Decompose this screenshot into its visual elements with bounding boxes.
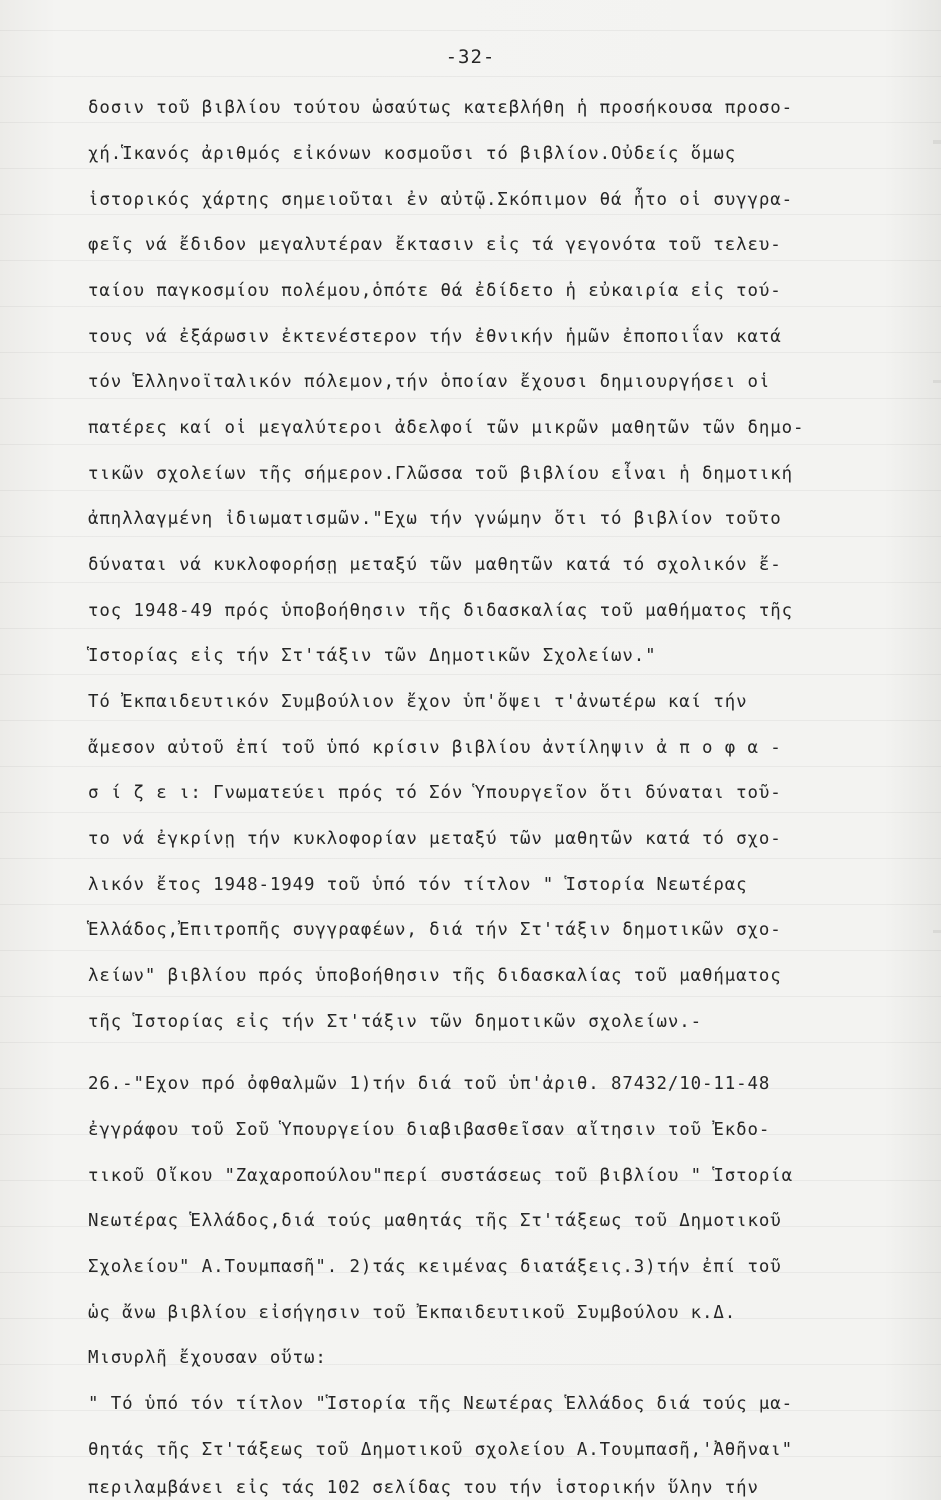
- text-line: ἐγγράφου τοῦ Σοῦ Ὑπουργείου διαβιβασθεῖσαν αἴτησιν τοῦ Ἐκδο-: [88, 1120, 771, 1140]
- margin-mark: [933, 380, 941, 383]
- text-line: Ἑλλάδος,Ἐπιτροπῆς συγγραφέων, διά τήν Στ'τάξιν δημοτικῶν σχο-: [88, 920, 782, 940]
- text-line: ταίου παγκοσμίου πολέμου,ὁπότε θά ἐδίδετο ἡ εὐκαιρία εἰς τού-: [88, 281, 782, 301]
- margin-mark: [933, 140, 941, 144]
- text-line: 26.-"Εχον πρό ὀφθαλμῶν 1)τήν διά τοῦ ὑπ'ἀριθ. 87432/10-11-48: [88, 1074, 771, 1094]
- text-line: ἱστορικός χάρτης σημειοῦται ἐν αὐτῷ.Σκόπιμον θά ἦτο οἱ συγγρα-: [88, 190, 793, 210]
- text-line: τος 1948-49 πρός ὑποβοήθησιν τῆς διδασκαλίας τοῦ μαθήματος τῆς: [88, 601, 793, 621]
- margin-mark: [933, 930, 941, 933]
- text-line: χή.Ἱκανός ἀριθμός εἰκόνων κοσμοῦσι τό βιβλίον.Οὐδείς ὅμως: [88, 144, 737, 164]
- text-line: Μισυρλῆ ἔχουσαν οὕτω:: [88, 1348, 327, 1368]
- text-line: ἄμεσον αὐτοῦ ἐπί τοῦ ὑπό κρίσιν βιβλίου ἀντίληψιν ἀ π ο φ α -: [88, 738, 782, 758]
- text-line: πατέρες καί οἱ μεγαλύτεροι ἀδελφοί τῶν μικρῶν μαθητῶν τῶν δημο-: [88, 418, 805, 438]
- text-line: θητάς τῆς Στ'τάξεως τοῦ Δημοτικοῦ σχολείου Α.Τουμπασῆ,'Ἀθῆναι": [88, 1440, 793, 1460]
- text-line: τῆς Ἱστορίας εἰς τήν Στ'τάξιν τῶν δημοτικῶν σχολείων.-: [88, 1012, 702, 1032]
- text-line: ὡς ἄνω βιβλίου εἰσήγησιν τοῦ Ἐκπαιδευτικοῦ Συμβούλου κ.Δ.: [88, 1303, 737, 1323]
- text-line: Νεωτέρας Ἑλλάδος,διά τούς μαθητάς τῆς Στ'τάξεως τοῦ Δημοτικοῦ: [88, 1211, 782, 1231]
- text-line: τικοῦ Οἴκου "Ζαχαροπούλου"περί συστάσεως τοῦ βιβλίου " Ἱστορία: [88, 1166, 793, 1186]
- text-line: τικῶν σχολείων τῆς σήμερον.Γλῶσσα τοῦ βιβλίου εἶναι ἡ δημοτική: [88, 464, 793, 484]
- text-line: τους νά ἐξάρωσιν ἐκτενέστερον τήν ἐθνικήν ἡμῶν ἐποποιΐαν κατά: [88, 327, 782, 347]
- text-line: λείων" βιβλίου πρός ὑποβοήθησιν τῆς διδασκαλίας τοῦ μαθήματος: [88, 966, 782, 986]
- text-line: φεῖς νά ἔδιδον μεγαλυτέραν ἔκτασιν εἰς τά γεγονότα τοῦ τελευ-: [88, 235, 782, 255]
- text-line: τόν Ἑλληνοϊταλικόν πόλεμον,τήν ὁποίαν ἔχουσι δημιουργήσει οἱ: [88, 372, 771, 392]
- text-line: ἀπηλλαγμένη ἰδιωματισμῶν."Εχω τήν γνώμην ὅτι τό βιβλίον τοῦτο: [88, 509, 782, 529]
- text-line: Ἱστορίας εἰς τήν Στ'τάξιν τῶν Δημοτικῶν Σχολείων.": [88, 646, 657, 666]
- page-number: -32-: [445, 46, 496, 68]
- text-line: Τό Ἐκπαιδευτικόν Συμβούλιον ἔχον ὑπ'ὄψει τ'ἀνωτέρω καί τήν: [88, 692, 748, 712]
- text-line: σ ί ζ ε ι: Γνωματεύει πρός τό Σόν Ὑπουργεῖον ὅτι δύναται τοῦ-: [88, 783, 782, 803]
- text-line: λικόν ἔτος 1948-1949 τοῦ ὑπό τόν τίτλον " Ἱστορία Νεωτέρας: [88, 875, 748, 895]
- text-line: το νά ἐγκρίνῃ τήν κυκλοφορίαν μεταξύ τῶν μαθητῶν κατά τό σχο-: [88, 829, 782, 849]
- text-line: " Τό ὑπό τόν τίτλον "Ἱστορία τῆς Νεωτέρας Ἑλλάδος διά τούς μα-: [88, 1394, 793, 1414]
- text-line: περιλαμβάνει εἰς τάς 102 σελίδας του τήν ἱστορικήν ὕλην τήν: [88, 1478, 759, 1498]
- text-line: Σχολείου" Α.Τουμπασῆ". 2)τάς κειμένας διατάξεις.3)τήν ἐπί τοῦ: [88, 1257, 782, 1277]
- text-line: δοσιν τοῦ βιβλίου τούτου ὡσαύτως κατεβλήθη ἡ προσήκουσα προσο-: [88, 98, 793, 118]
- text-line: δύναται νά κυκλοφορήσῃ μεταξύ τῶν μαθητῶν κατά τό σχολικόν ἔ-: [88, 555, 782, 575]
